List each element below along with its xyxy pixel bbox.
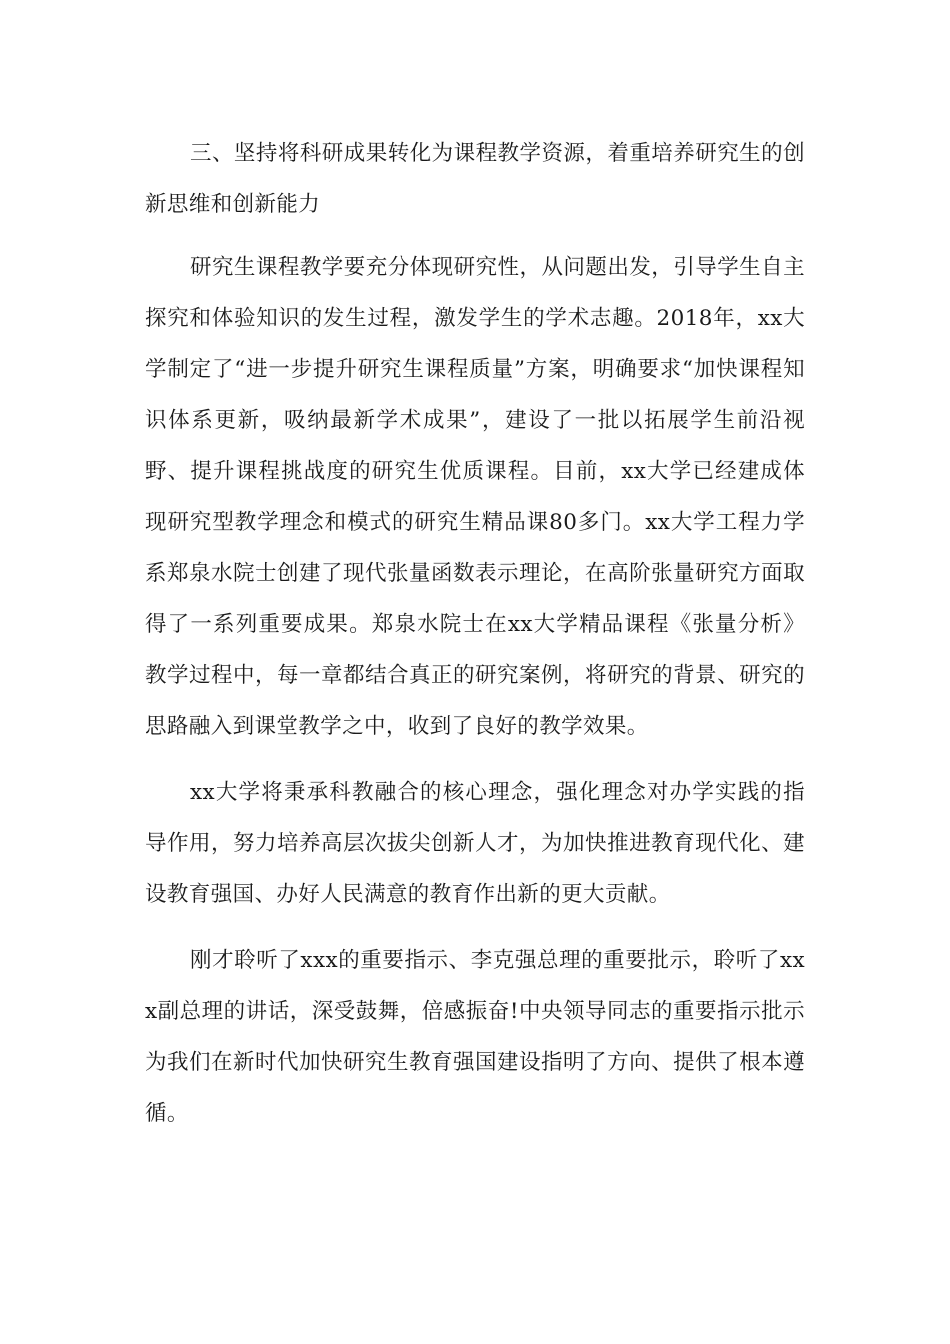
paragraph-leadership-instructions: 刚才聆听了xxx的重要指示、李克强总理的重要批示，聆听了xxx副总理的讲话，深受鼓舞，倍感振奋!中央领导同志的重要指示批示为我们在新时代加快研究生教育强国建设指明了方向、提供了根本遵循。 [145,948,805,1126]
document-body [145,128,805,1139]
paragraph-research-teaching: 研究生课程教学要充分体现研究性，从问题出发，引导学生自主探究和体验知识的发生过程，激发学生的学术志趣。2018年，xx大学制定了“进一步提升研究生课程质量”方案，明确要求“加快课程知识体系更新，吸纳最新学术成果”，建设了一批以拓展学生前沿视野、提升课程挑战度的研究生优质课程。目前，xx大学已经建成体现研究型教学理念和模式的研究生精品课80多门。xx大学工程力学系郑泉水院士创建了现代张量函数表示理论，在高阶张量研究方面取得了一系列重要成果。郑泉水院士在xx大学精品课程《张量分析》教学过程中，每一章都结合真正的研究案例，将研究的背景、研究的思路融入到课堂教学之中，收到了良好的教学效果。 [145,255,805,739]
paragraph-university-commitment: xx大学将秉承科教融合的核心理念，强化理念对办学实践的指导作用，努力培养高层次拔尖创新人才，为加快推进教育现代化、建设教育强国、办好人民满意的教育作出新的更大贡献。 [145,780,805,907]
section-heading: 三、坚持将科研成果转化为课程教学资源，着重培养研究生的创新思维和创新能力 [145,141,805,217]
